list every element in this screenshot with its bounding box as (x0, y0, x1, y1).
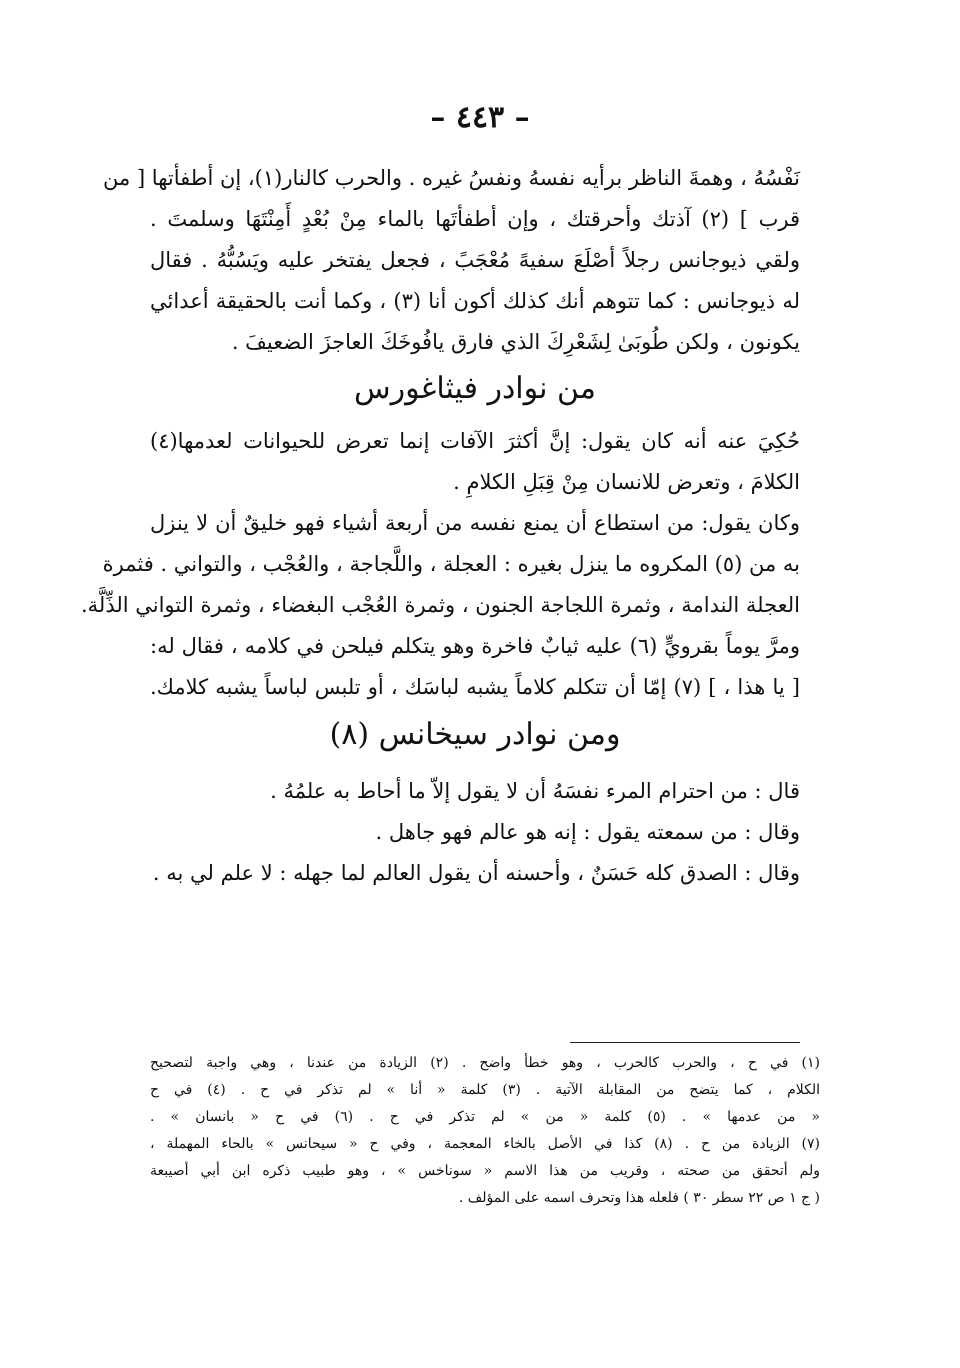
text-line: الكلامَ ، وتعرض للانسان مِنْ قِبَلِ الكلامِ . (453, 470, 800, 494)
text-line: [ يا هذا ، ] (٧) إمّا أن تتكلم كلاماً يشبه لباسَك ، أو تلبس لباساً يشبه كلامك. (150, 675, 800, 699)
footnote-line: ( ج ١ ص ٢٢ سطر ٣٠ ) فلعله هذا وتحرف اسمه على المؤلف . (458, 1190, 820, 1206)
text-line: قرب ] (٢) آذتك وأحرقتك ، وإن أطفأتَها بالماء مِنْ بُعْدٍ أَمِنْتَهَا وسلمتَ . (150, 207, 800, 231)
text-line: قال : من احترام المرء نفسَهُ أن لا يقول إلاّ ما أحاط به علمُهُ . (270, 779, 800, 803)
text-line: وقال : الصدق كله حَسَنٌ ، وأحسنه أن يقول العالم لما جهله : لا علم لي به . (152, 861, 800, 885)
footnote-line: « من عدمها » . (٥) كلمة « من » لم تذكر في ح . (٦) في ح « بانسان » . (150, 1109, 820, 1125)
section-heading-pythagoras: من نوادر فيثاغورس (354, 371, 596, 406)
text-line: له ذيوجانس : كما تتوهم أنك كذلك أكون أنا (٣) ، وكما أنت بالحقيقة أعدائي (150, 289, 800, 313)
footnote-line: الكلام ، كما يتضح من المقابلة الآتية . (٣) كلمة « أنا » لم تذكر في ح . (٤) في ح (150, 1082, 820, 1098)
text-line: حُكِيَ عنه أنه كان يقول: إنَّ أكثرَ الآفات إنما تعرض للحيوانات لعدمها(٤) (150, 429, 800, 453)
footnote-line: ولم أتحقق من صحته ، وقريب من هذا الاسم « سوناخس » ، وهو طبيب ذكره ابن أبي أصيبعة (150, 1163, 820, 1179)
footnote-line: (١) في ح ، والحرب كالحرب ، وهو خطأ واضح . (٢) الزيادة من عندنا ، وهي واجبة لتصحيح (150, 1055, 821, 1071)
main-text (80, 160, 800, 896)
section-heading-sikhanis: ومن نوادر سيخانس (٨) (329, 717, 621, 752)
text-line: يكونون ، ولكن طُوبَىٰ لِشَعْرِكَ الذي فارق يافُوخَكَ العاجزَ الضعيفَ . (231, 330, 800, 354)
footnote-separator (570, 1042, 800, 1043)
footnotes (150, 1050, 820, 1212)
text-line: العجلة الندامة ، وثمرة اللجاجة الجنون ، وثمرة العُجْب البغضاء ، وثمرة التواني الذِّلَّة. (80, 593, 800, 617)
text-line: وقال : من سمعته يقول : إنه هو عالم فهو جاهل . (375, 820, 800, 844)
page-number: – ٤٤٣ – (430, 100, 530, 135)
text-line: نَفْسُهُ ، وهمةَ الناظر برأيه نفسهُ ونفسُ غيره . والحرب كالنار(١)، إن أطفأتها [ من (103, 166, 800, 190)
text-line: ومرَّ يوماً بقرويٍّ (٦) عليه ثيابٌ فاخرة وهو يتكلم فيلحن في كلامه ، فقال له: (150, 634, 800, 658)
text-line: به من (٥) المكروه ما ينزل بغيره : العجلة ، واللَّجاجة ، والعُجْب ، والتواني . فثمرة (102, 552, 800, 576)
text-line: وكان يقول: من استطاع أن يمنع نفسه من أربعة أشياء فهو خليقٌ أن لا ينزل (150, 511, 800, 535)
footnote-line: (٧) الزيادة من ح . (٨) كذا في الأصل بالخاء المعجمة ، وفي ح « سيحانس » بالحاء المهملة ، (150, 1136, 820, 1152)
text-line: ولقي ذيوجانس رجلاً أصْلَعَ سفيهً مُعْجَبً ، فجعل يفتخر عليه ويَسُبُّهُ . فقال (150, 248, 800, 272)
